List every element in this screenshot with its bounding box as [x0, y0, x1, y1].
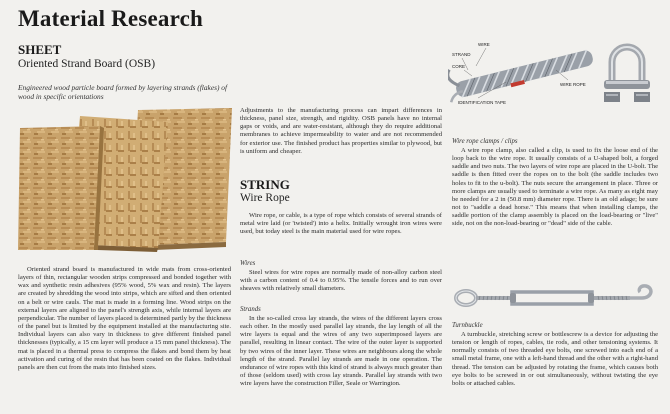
label-wire: WIRE	[478, 42, 490, 47]
wires-title: Wires	[240, 260, 256, 267]
turnbuckle-photo	[452, 282, 658, 316]
sheet-body-text: Oriented strand board is manufactured in wide mats from cross-oriented layers of thin, rectangular wooden strips compressed and bonded together with wax and synthetic resin adhesives (95% wood, 5% wax and resin). The layers are created by shredding the wood into strips, which are sifted and then oriented on a belt or wire cauls. The mat is made in a forming line. Wood strips on the external layers are aligned to the panel's strength axis, while internal layers are perpendicular. The number of layers placed is determined partly by the thickness of the panel but is limited by the equipment installed at the manufacturing site. Individual layers can also vary in thickness to give different finished panel thicknesses (typically, a 15 cm layer will produce a 15 mm panel thickness). The mat is placed in a thermal press to compress the flakes and bond them by heat activation and curing of the resin that has been coated on the flakes. Individual panels are then cut from the mats into finished sizes.	[18, 266, 232, 371]
label-wire-rope: WIRE ROPE	[560, 82, 586, 87]
page-title: Material Research	[18, 6, 203, 31]
wire-rope-diagram	[448, 36, 598, 108]
wires-body-text: Steel wires for wire ropes are normally made of non-alloy carbon steel with a carbon content of 0.4 to 0.95%. The tensile forces and to run over sheaves with relatively small diameters.	[240, 269, 442, 293]
strands-body-text: In the so-called cross lay strands, the wires of the different layers cross each other. In the mostly used parallel lay strands, the lay length of all the wire layers is equal and the wires of any two superimposed layers are parallel, resulting in linear contact. The wire of the outer layer is supported by two wires of the inner layer. These wires are neighbours along the whole length of the strand. Parallel lay strands are made in one operation. The endurance of wire ropes with this kind of strand is always much greater than of those (seldom used) with cross lay strands. Parallel lay strands with two wire layers have the construction Filler, Seale or Warrington.	[240, 315, 442, 388]
wire-rope-clamp-photo	[600, 36, 654, 110]
label-strand: STRAND	[452, 52, 471, 57]
turnbuckle-title: Turnbuckle	[452, 322, 483, 329]
string-heading: STRING	[240, 177, 290, 192]
sheet-subheading: Oriented Strand Board (OSB)	[18, 58, 156, 70]
sheet-heading: SHEET	[18, 42, 62, 57]
string-intro-text: Wire rope, or cable, is a type of rope which consists of several strands of metal wire laid (or 'twisted') into a helix. Initially wrought iron wires were used, but today steel is the main material used for wire ropes.	[240, 212, 442, 236]
sheet-caption: Engineered wood particle board formed by layering strands (flakes) of wood in specific orientations	[18, 83, 228, 101]
sheet-adjustments-text: Adjustments to the manufacturing process can impart differences in thickness, panel size, strength, and rigidity. OSB panels have no internal gaps or voids, and are water-resistant, although they do require additional membranes to achieve impermeability to water and are not recommended for exterior use. The finished product has properties similar to plywood, but is uniform and cheaper.	[240, 107, 442, 155]
turnbuckle-body-text: A turnbuckle, stretching screw or bottlescrew is a device for adjusting the tension or length of ropes, cables, tie rods, and other tensioning systems. It normally consists of two threaded eye bolts, one screwed into each end of a small metal frame, one with a left-hand thread and the other with a right-hand thread. The tension can be adjusted by rotating the frame, which causes both eye bolts to be screwed in or out simultaneously, without twisting the eye bolts or attached cables.	[452, 331, 658, 387]
string-subheading: Wire Rope	[240, 192, 290, 204]
clamps-title: Wire rope clamps / clips	[452, 138, 518, 145]
strands-title: Strands	[240, 306, 261, 313]
label-id-tape: IDENTIFICATION TAPE	[458, 100, 507, 105]
osb-photo	[18, 106, 234, 252]
clamps-body-text: A wire rope clamp, also called a clip, is used to fix the loose end of the loop back to the wire rope. It usually consists of a U-shaped bolt, a forged saddle and two nuts. The two layers of wire rope are placed in the U-bolt. The saddle is then fitted over the ropes on to the bolt (the saddle includes two holes to fit to the u-bolt). The nuts secure the arrangement in place. Three or more clamps are usually used to terminate a wire rope. As many as eight may be needed for a 2 in (50.8 mm) diameter rope. There is an old adage; be sure not to "saddle a dead horse." This means that when installing clamps, the saddle portion of the clamp assembly is placed on the load-bearing or "live" side, not on the non-load-bearing or "dead" side of the cable.	[452, 147, 658, 228]
label-core: CORE	[452, 64, 466, 69]
